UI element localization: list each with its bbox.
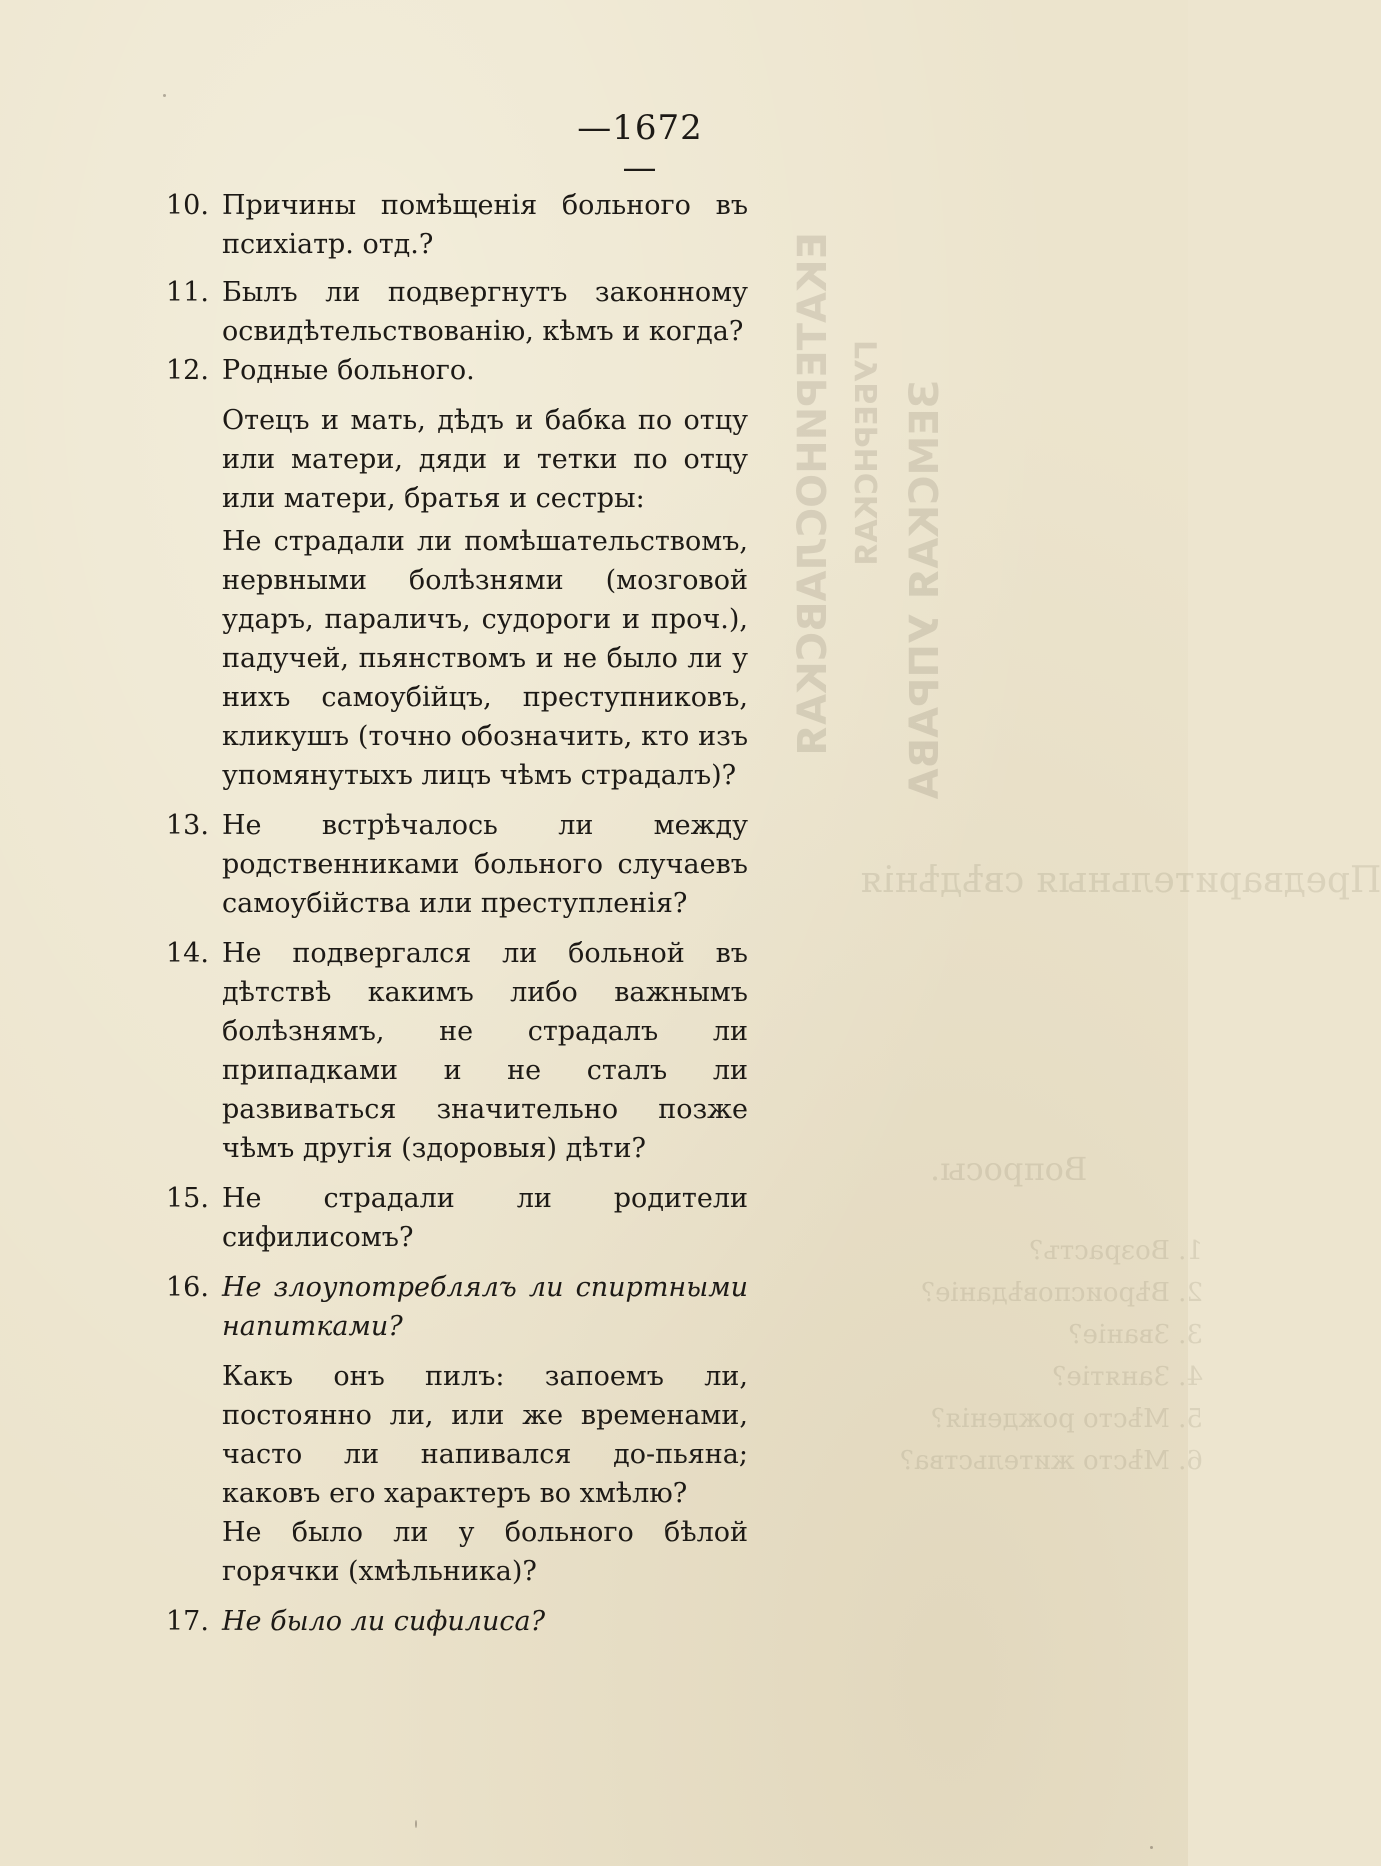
question-number: 17. xyxy=(166,1606,209,1637)
question-number: 15. xyxy=(166,1183,209,1214)
question-detail: Не страдали ли помѣшательствомъ, нервными болѣзнями (мозговой ударъ, параличъ, судороги и проч.), падучей, пьянствомъ и не было ли у нихъ самоубійцъ, преступниковъ, кликушъ (точно обозначить, кто изъ упомянутыхъ лицъ чѣмъ страдалъ)? xyxy=(222,526,748,791)
question-number: 10. xyxy=(166,190,209,221)
question-text: Не подвергался ли больной въ дѣтствѣ какимъ либо важнымъ болѣзнямъ, не страдалъ ли припадками и не сталъ ли развиваться значительно позже чѣмъ другія (здоровыя) дѣти? xyxy=(222,938,748,1164)
question-13 xyxy=(166,806,748,923)
bleed-through-stamp: ГУБЕРНСКАЯ xyxy=(850,340,885,566)
question-text: Не страдали ли родители сифилисомъ? xyxy=(222,1183,748,1253)
question-text: Былъ ли подвергнутъ законному освидѣтельствованію, кѣмъ и когда? xyxy=(222,277,748,347)
question-detail: Какъ онъ пилъ: запоемъ ли, постоянно ли, или же временами, часто ли напивался до-пьяна; каковъ его характеръ во хмѣлю? xyxy=(222,1361,748,1509)
question-17 xyxy=(166,1602,748,1641)
question-11 xyxy=(166,273,748,351)
question-number: 11. xyxy=(166,277,209,308)
question-number: 14. xyxy=(166,938,209,969)
question-detail: Отецъ и мать, дѣдъ и бабка по отцу или матери, дяди и тетки по отцу или матери, братья и сестры: xyxy=(222,405,748,514)
question-text: Не было ли сифилиса? xyxy=(222,1606,546,1637)
question-12 xyxy=(166,351,748,795)
question-text: Не встрѣчалось ли между родственниками больного случаевъ самоубійства или преступленія? xyxy=(222,810,748,919)
bleed-through-stamp: ЗЕМСКАЯ УПРАВА xyxy=(902,380,948,800)
speck xyxy=(163,94,166,97)
question-15 xyxy=(166,1179,748,1257)
bleed-through-text: Вопросы. xyxy=(930,1150,1088,1188)
question-detail: Не было ли у больного бѣлой горячки (хмѣльника)? xyxy=(222,1517,748,1587)
question-16 xyxy=(166,1268,748,1591)
question-text: Причины помѣщенія больного въ психіатр. отд.? xyxy=(222,190,748,260)
bleed-through-text: Предварительныя свѣдѣнія xyxy=(860,860,1381,901)
page-number: —1672— xyxy=(577,108,703,188)
question-text: Не злоупотреблялъ ли спиртными напитками? xyxy=(222,1272,748,1342)
question-number: 16. xyxy=(166,1272,209,1303)
question-text: Родные больного. xyxy=(222,355,475,386)
question-number: 12. xyxy=(166,355,209,386)
speck xyxy=(1150,1846,1153,1849)
bleed-through-text: 1. Возрастъ? 2. Вѣроисповѣданіе? 3. Званіе? 4. Занятіе? 5. Мѣсто рожденія? 6. Мѣсто жительства? xyxy=(900,1236,1203,1476)
question-10 xyxy=(166,186,748,264)
bleed-through-stamp: ЕКАТЕРИНОСЛАВСКАЯ xyxy=(790,232,836,756)
question-number: 13. xyxy=(166,810,209,841)
questionnaire xyxy=(166,186,748,1641)
question-14 xyxy=(166,934,748,1168)
speck xyxy=(415,1820,417,1828)
